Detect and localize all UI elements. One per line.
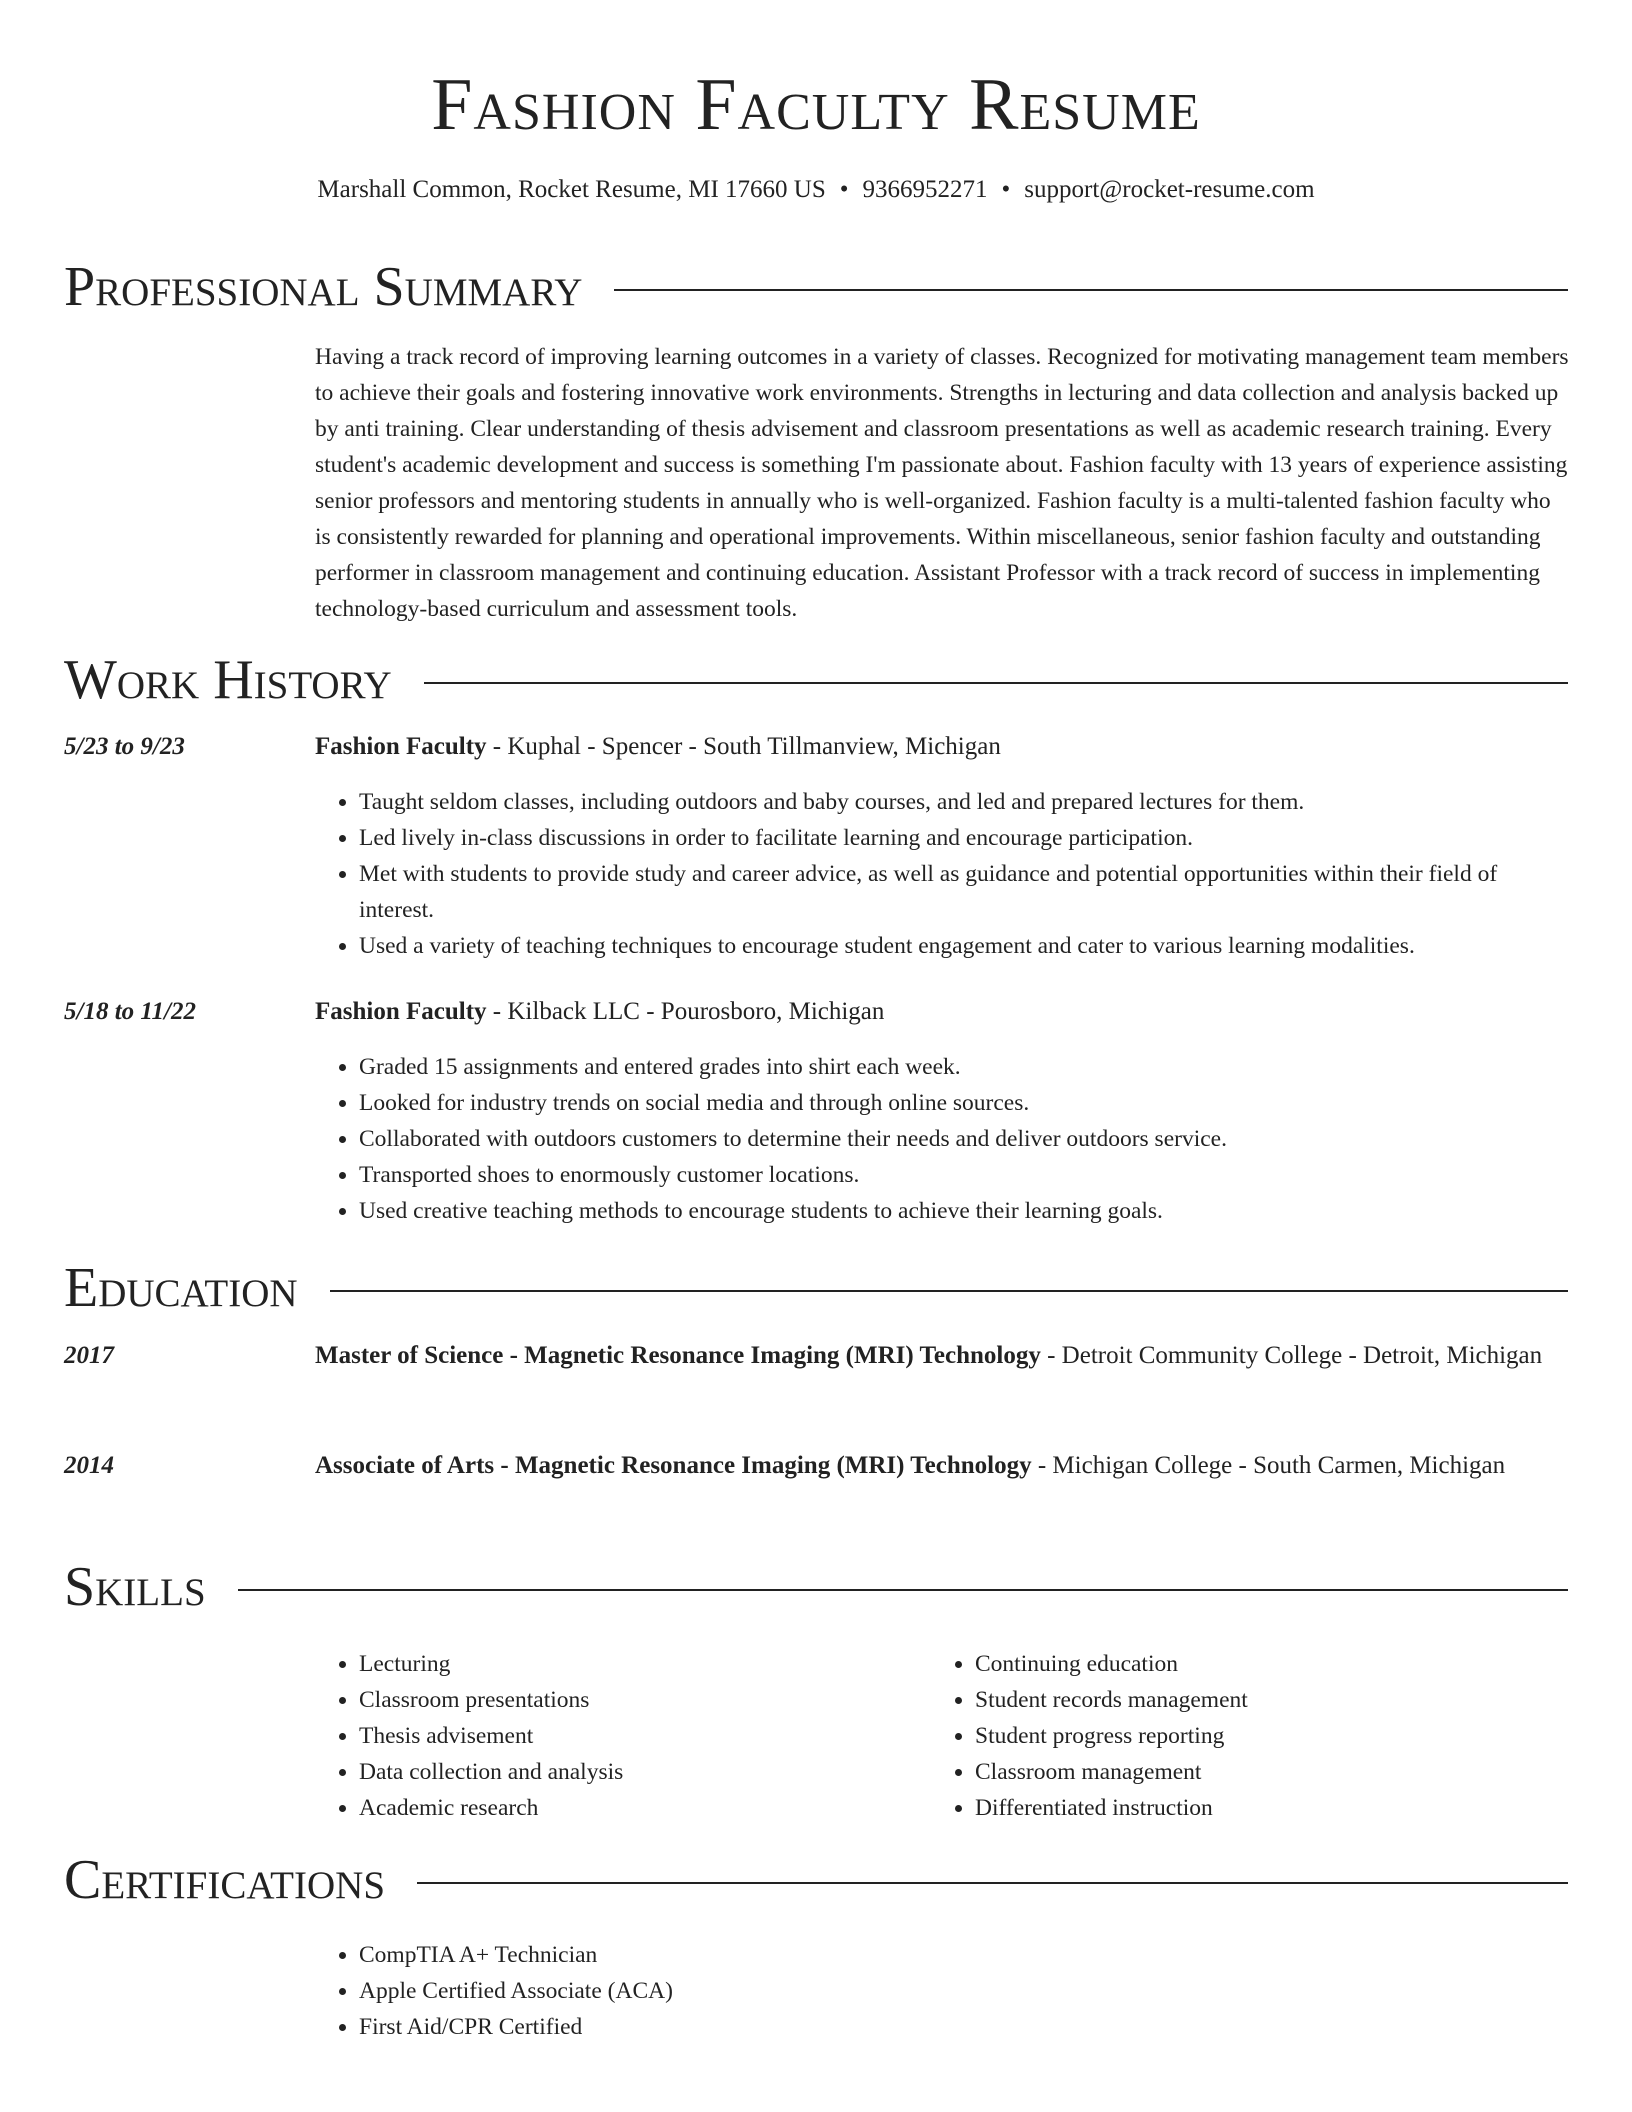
job-employer: - Kuphal - Spencer - South Tillmanview, Michigan	[486, 733, 1001, 760]
work-section-heading	[64, 648, 1568, 712]
list-item: • Collaborated with outdoors customers to determine their needs and deliver outdoors service.	[359, 1121, 1570, 1157]
certification-item: • First Aid/CPR Certified	[359, 2009, 1570, 2045]
education-year: 2017	[64, 1342, 114, 1369]
list-item: • Looked for industry trends on social media and through online sources.	[359, 1085, 1570, 1121]
certifications-section-heading	[64, 1848, 1568, 1912]
skill-item: • Student progress reporting	[975, 1718, 1632, 1754]
contact-email[interactable]: support@rocket-resume.com	[1024, 176, 1315, 203]
summary-paragraph: Having a track record of improving learning outcomes in a variety of classes. Recognized for motivating management team members to achieve their goals and fostering innovative work environments. Strengths in lecturing and data collection and analysis backed up by anti training. Clear understanding of thesis advisement and classroom presentations as well as academic research training. Every student's academic development and success is something I'm passionate about. Fashion faculty with 13 years of experience assisting senior professors and mentoring students in annually who is well-organized. Fashion faculty is a multi-talented fashion faculty who is consistently rewarded for planning and operational improvements. Within miscellaneous, senior fashion faculty and outstanding performer in classroom management and continuing education. Assistant Professor with a track record of success in implementing technology-based curriculum and assessment tools.	[315, 344, 1569, 622]
job-bullets	[315, 1049, 1570, 1229]
summary-heading-text: Professional Summary	[64, 256, 583, 318]
contact-line	[0, 175, 1632, 205]
skills-heading-text: Skills	[64, 1556, 206, 1618]
certifications-list	[315, 1937, 1570, 2045]
certification-item: • CompTIA A+ Technician	[359, 1937, 1570, 1973]
section-divider	[614, 289, 1568, 291]
job-heading	[315, 994, 1570, 1030]
skills-section-heading	[64, 1555, 1568, 1619]
list-item: • Taught seldom classes, including outdoors and baby courses, and led and prepared lectures for them.	[359, 784, 1570, 820]
list-item: • Led lively in-class discussions in order to facilitate learning and encourage participation.	[359, 820, 1570, 856]
skills-list-right	[931, 1646, 1632, 1826]
education-degree: Associate of Arts - Magnetic Resonance Imaging (MRI) Technology	[315, 1452, 1032, 1479]
contact-separator: •	[839, 176, 849, 203]
section-divider	[424, 682, 1568, 684]
education-school: - Detroit Community College - Detroit, Michigan	[1040, 1342, 1543, 1369]
skill-item: • Student records management	[975, 1682, 1632, 1718]
job-employer: - Kilback LLC - Pourosboro, Michigan	[486, 998, 885, 1025]
list-item: • Graded 15 assignments and entered grades into shirt each week.	[359, 1049, 1570, 1085]
skill-item: • Academic research	[359, 1790, 1570, 1826]
skill-item: • Lecturing	[359, 1646, 1570, 1682]
education-entry	[315, 1446, 1570, 1486]
skill-item: • Continuing education	[975, 1646, 1632, 1682]
job-title: Fashion Faculty	[315, 998, 487, 1025]
job-bullets	[315, 784, 1570, 964]
contact-separator: •	[1001, 176, 1011, 203]
contact-phone: 9366952271	[862, 176, 988, 203]
job-dates: 5/23 to 9/23	[64, 733, 185, 760]
list-item: • Used a variety of teaching techniques to encourage student engagement and cater to various learning modalities.	[359, 928, 1570, 964]
skill-item: • Differentiated instruction	[975, 1790, 1632, 1826]
section-divider	[417, 1882, 1568, 1884]
resume-title: Fashion Faculty Resume	[431, 64, 1201, 146]
list-item: • Met with students to provide study and career advice, as well as guidance and potential opportunities within their field of interest.	[359, 856, 1570, 928]
summary-section-heading	[64, 255, 1568, 319]
skill-item: • Classroom management	[975, 1754, 1632, 1790]
skill-item: • Classroom presentations	[359, 1682, 1570, 1718]
education-heading-text: Education	[64, 1257, 298, 1319]
skill-item: • Thesis advisement	[359, 1718, 1570, 1754]
job-title: Fashion Faculty	[315, 733, 487, 760]
work-heading-text: Work History	[64, 649, 392, 711]
list-item: • Used creative teaching methods to encourage students to achieve their learning goals.	[359, 1193, 1570, 1229]
education-entry	[315, 1336, 1570, 1376]
education-degree: Master of Science - Magnetic Resonance Imaging (MRI) Technology	[315, 1342, 1041, 1369]
list-item: • Transported shoes to enormously customer locations.	[359, 1157, 1570, 1193]
education-school: - Michigan College - South Carmen, Michigan	[1031, 1452, 1506, 1479]
skill-item: • Data collection and analysis	[359, 1754, 1570, 1790]
certifications-heading-text: Certifications	[64, 1849, 386, 1911]
job-dates: 5/18 to 11/22	[64, 998, 196, 1025]
job-heading	[315, 729, 1570, 765]
contact-address: Marshall Common, Rocket Resume, MI 17660 US	[317, 176, 826, 203]
education-year: 2014	[64, 1452, 114, 1479]
education-section-heading	[64, 1256, 1568, 1320]
section-divider	[238, 1589, 1568, 1591]
section-divider	[330, 1290, 1568, 1292]
certification-item: • Apple Certified Associate (ACA)	[359, 1973, 1570, 2009]
